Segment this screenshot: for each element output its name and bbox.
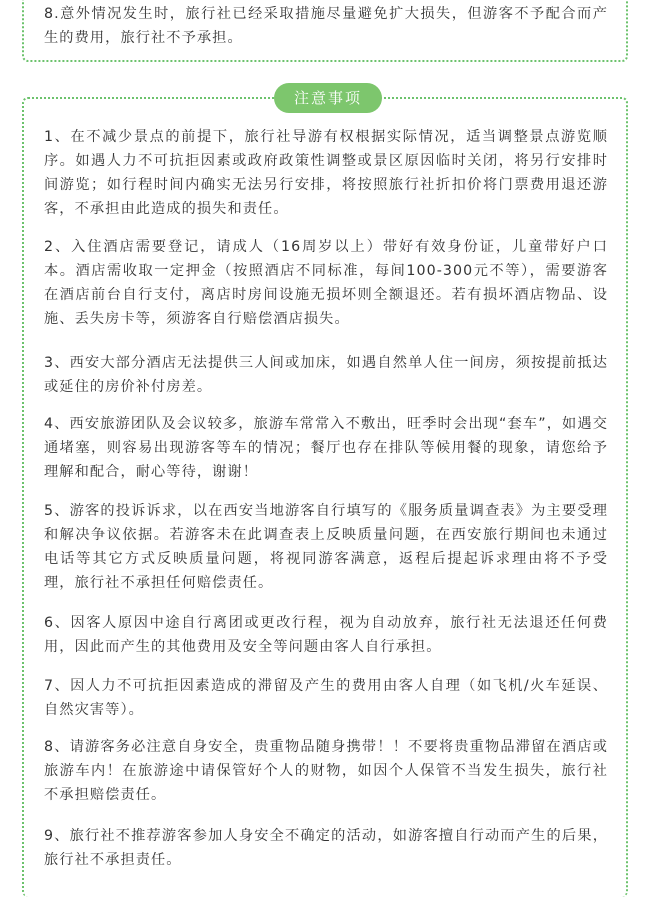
notice-item-7: 7、因人力不可抗拒因素造成的滞留及产生的费用由客人自理（如飞机/火车延误、自然灾害等）。: [44, 678, 608, 718]
term-item-8: 8.意外情况发生时，旅行社已经采取措施尽量避免扩大损失，但游客不予配合而产生的费用，旅行社不予承担。: [44, 6, 608, 46]
notice-item-5: 5、游客的投诉诉求，以在西安当地游客自行填写的《服务质量调查表》为主要受理和解决争议依据。若游客未在此调查表上反映质量问题，在西安旅行期间也未通过电话等其它方式反映质量问题，将视同游客满意，返程后提起诉求理由将不予受理，旅行社不承担任何赔偿责任。: [44, 503, 608, 591]
previous-terms-section: [22, 0, 628, 62]
notice-title: 注意事项: [274, 83, 382, 113]
notice-item-8: 8、请游客务必注意自身安全，贵重物品随身携带！！不要将贵重物品滞留在酒店或旅游车内！在旅游途中请保管好个人的财物，如因个人保管不当发生损失，旅行社不承担赔偿责任。: [44, 739, 608, 803]
notice-item-4: 4、西安旅游团队及会议较多，旅游车常常入不敷出，旺季时会出现“套车”，如遇交通堵塞，则容易出现游客等车的情况；餐厅也存在排队等候用餐的现象，请您给予理解和配合，耐心等待，谢谢！: [44, 416, 608, 480]
notice-section: [22, 89, 628, 897]
notice-item-1: 1、在不减少景点的前提下，旅行社导游有权根据实际情况，适当调整景点游览顺序。如遇人力不可抗拒因素或政府政策性调整或景区原因临时关闭，将另行安排时间游览；如行程时间内确实无法另行安排，将按照旅行社折扣价将门票费用退还游客，不承担由此造成的损失和责任。: [44, 129, 608, 217]
notice-item-3: 3、西安大部分酒店无法提供三人间或加床，如遇自然单人住一间房，须按提前抵达或延住的房价补付房差。: [44, 355, 608, 395]
notice-item-2: 2、入住酒店需要登记，请成人（16周岁以上）带好有效身份证，儿童带好户口本。酒店需收取一定押金（按照酒店不同标准，每间100-300元不等），需要游客在酒店前台自行支付，离店时房间设施无损坏则全额退还。若有损坏酒店物品、设施、丢失房卡等，须游客自行赔偿酒店损失。: [44, 239, 608, 327]
notice-item-9: 9、旅行社不推荐游客参加人身安全不确定的活动，如游客擅自行动而产生的后果，旅行社不承担责任。: [44, 828, 608, 868]
notice-item-6: 6、因客人原因中途自行离团或更改行程，视为自动放弃，旅行社无法退还任何费用，因此而产生的其他费用及安全等问题由客人自行承担。: [44, 615, 608, 655]
